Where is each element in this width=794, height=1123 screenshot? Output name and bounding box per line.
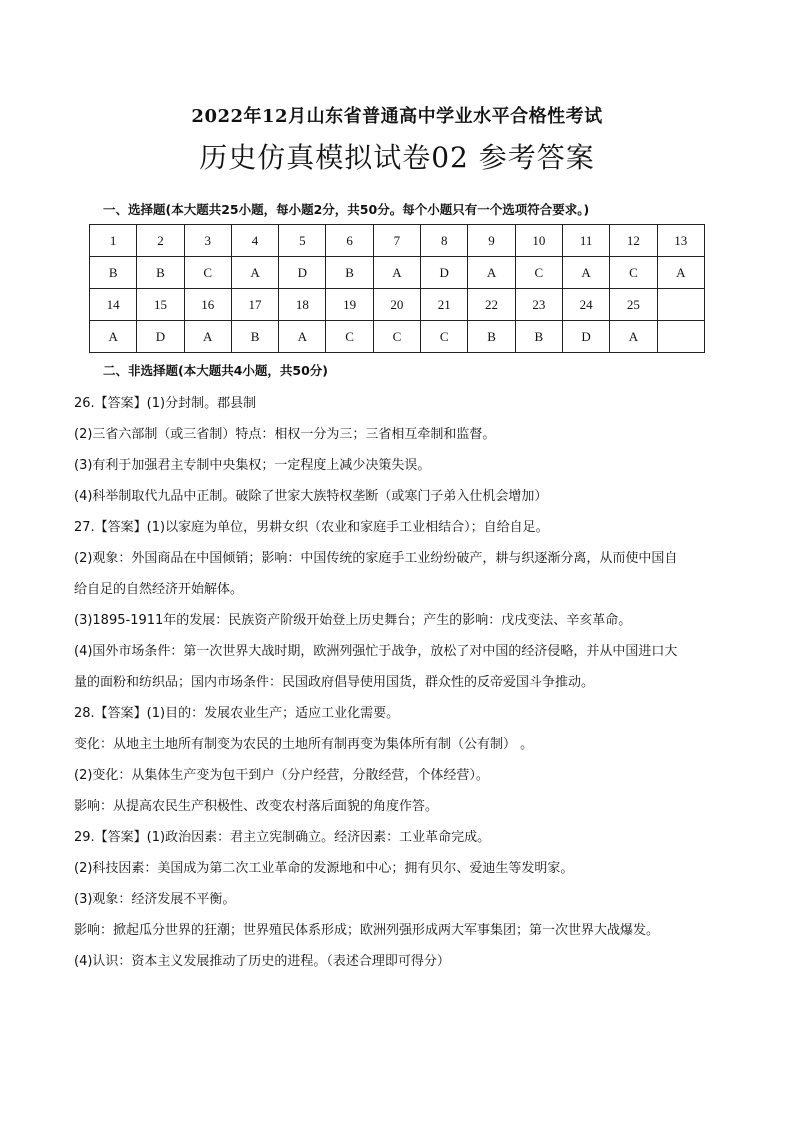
answer-line: (4)认识：资本主义发展推动了历史的进程。（表述合理即可得分）	[74, 954, 450, 969]
question-number-cell: 12	[610, 225, 657, 257]
answer-row	[90, 321, 705, 353]
question-number-cell: 24	[562, 289, 609, 321]
question-number-cell: 13	[657, 225, 704, 257]
question-number-cell: 10	[515, 225, 562, 257]
answer-cell: C	[184, 257, 231, 289]
answer-cell: C	[610, 257, 657, 289]
question-number-cell: 18	[279, 289, 326, 321]
answer-cell: C	[421, 321, 468, 353]
question-number-cell: 19	[326, 289, 373, 321]
question-number-cell: 1	[90, 225, 137, 257]
question-number-cell: 9	[468, 225, 515, 257]
answer-cell: A	[373, 257, 420, 289]
question-number-cell: 11	[562, 225, 609, 257]
question-number-cell: 15	[137, 289, 184, 321]
paper-title: 历史仿真模拟试卷02 参考答案	[199, 141, 595, 174]
question-number-cell: 14	[90, 289, 137, 321]
question-number-cell: 2	[137, 225, 184, 257]
section2-heading: 二、非选择题(本大题共4小题，共50分)	[103, 363, 329, 378]
answer-row	[90, 257, 705, 289]
question-number-cell: 5	[279, 225, 326, 257]
answer-line: (2)科技因素：美国成为第二次工业革命的发源地和中心；拥有贝尔、爱迪生等发明家。	[74, 861, 574, 876]
answer-text-block	[74, 394, 724, 983]
answer-line: (2)观象：外国商品在中国倾销；影响：中国传统的家庭手工业纷纷破产，耕与织逐渐分离，从而使中国自	[74, 551, 678, 566]
answer-cell: B	[515, 321, 562, 353]
answer-line: 影响：掀起瓜分世界的狂潮；世界殖民体系形成；欧洲列强形成两大军事集团；第一次世界大战爆发。	[74, 923, 660, 938]
choice-answer-table	[89, 224, 705, 353]
answer-cell: A	[279, 321, 326, 353]
answer-cell: A	[231, 257, 278, 289]
answer-line: (2)变化：从集体生产变为包干到户（分户经营，分散经营，个体经营）。	[74, 768, 489, 783]
answer-cell: A	[562, 257, 609, 289]
answer-cell: A	[468, 257, 515, 289]
answer-line: 27.【答案】(1)以家庭为单位，男耕女织（农业和家庭手工业相结合）；自给自足。	[74, 520, 549, 535]
answer-line: 28.【答案】(1)目的：发展农业生产；适应工业化需要。	[74, 706, 400, 721]
answer-line: 量的面粉和纺织品；国内市场条件：民国政府倡导使用国货，群众性的反帝爱国斗争推动。	[74, 675, 595, 690]
answer-line: (2)三省六部制（或三省制）特点：相权一分为三；三省相互牵制和监督。	[74, 427, 496, 442]
answer-cell: D	[137, 321, 184, 353]
question-number-cell: 17	[231, 289, 278, 321]
answer-line: (3)观象：经济发展不平衡。	[74, 892, 236, 907]
answer-cell: B	[90, 257, 137, 289]
answer-cell: B	[137, 257, 184, 289]
answer-line: 29.【答案】(1)政治因素：君主立宪制确立。经济因素：工业革命完成。	[74, 830, 491, 845]
answer-line: 给自足的自然经济开始解体。	[74, 582, 244, 597]
answer-cell: A	[610, 321, 657, 353]
exam-title: 2022年12月山东省普通高中学业水平合格性考试	[191, 106, 603, 127]
answer-line: (3)1895-1911年的发展：民族资产阶级开始登上历史舞台；产生的影响：戊戌变法、辛亥革命。	[74, 613, 632, 628]
question-number-cell: 20	[373, 289, 420, 321]
answer-cell: C	[373, 321, 420, 353]
answer-line: (3)有利于加强君主专制中央集权；一定程度上减少决策失误。	[74, 458, 431, 473]
question-number-cell: 7	[373, 225, 420, 257]
question-number-row	[90, 225, 705, 257]
answer-cell: A	[184, 321, 231, 353]
question-number-cell: 6	[326, 225, 373, 257]
answer-cell: C	[326, 321, 373, 353]
answer-cell: D	[421, 257, 468, 289]
question-number-cell: 16	[184, 289, 231, 321]
question-number-cell: 4	[231, 225, 278, 257]
question-number-cell: 23	[515, 289, 562, 321]
answer-line: 影响：从提高农民生产积极性、改变农村落后面貌的角度作答。	[74, 799, 439, 814]
answer-cell: A	[90, 321, 137, 353]
answer-cell: B	[468, 321, 515, 353]
question-number-cell: 8	[421, 225, 468, 257]
question-number-cell: 22	[468, 289, 515, 321]
answer-cell: C	[515, 257, 562, 289]
question-number-cell: 25	[610, 289, 657, 321]
answer-line: 变化：从地主土地所有制变为农民的土地所有制再变为集体所有制（公有制） 。	[74, 737, 534, 752]
answer-cell: A	[657, 257, 704, 289]
answer-line: (4)科举制取代九品中正制。破除了世家大族特权垄断（或寒门子弟入仕机会增加）	[74, 489, 548, 504]
answer-cell: D	[562, 321, 609, 353]
question-number-cell: 21	[421, 289, 468, 321]
answer-cell: D	[279, 257, 326, 289]
answer-cell: B	[231, 321, 278, 353]
answer-cell: B	[326, 257, 373, 289]
question-number-row	[90, 289, 705, 321]
answer-line: 26.【答案】(1)分封制。郡县制	[74, 396, 257, 411]
question-number-cell: 3	[184, 225, 231, 257]
answer-cell	[657, 321, 704, 353]
answer-line: (4)国外市场条件：第一次世界大战时期，欧洲列强忙于战争，放松了对中国的经济侵略，并从中国进口大	[74, 644, 678, 659]
section1-heading: 一、选择题(本大题共25小题，每小题2分，共50分。每个小题只有一个选项符合要求。)	[103, 202, 590, 217]
question-number-cell	[657, 289, 704, 321]
